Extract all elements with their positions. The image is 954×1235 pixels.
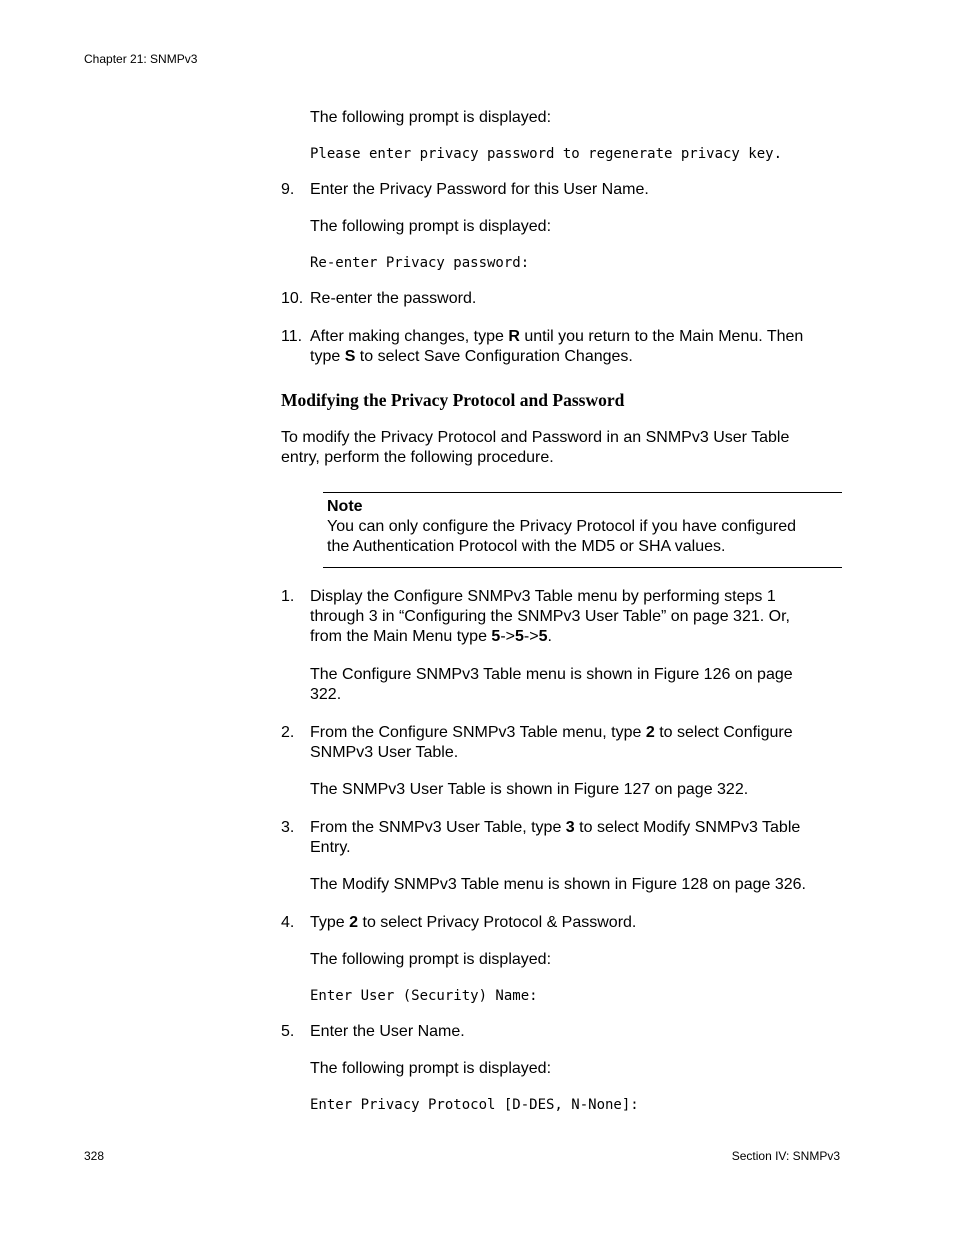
note-box bbox=[323, 492, 842, 568]
prompt-intro: The following prompt is displayed: bbox=[310, 951, 552, 968]
prompt-code: Re-enter Privacy password: bbox=[310, 255, 530, 271]
note-text: You can only configure the Privacy Protocol if you have configured the Authentication Protocol with the MD5 or SHA values. bbox=[327, 518, 797, 555]
step-text: Re-enter the password. bbox=[310, 290, 477, 307]
step-number: 10. bbox=[281, 290, 304, 307]
page-number: 328 bbox=[84, 1149, 105, 1163]
step-text: From the SNMPv3 User Table, type 3 to select Modify SNMPv3 Table bbox=[310, 819, 801, 836]
step-text: through 3 in “Configuring the SNMPv3 User Table” on page 321. Or, bbox=[310, 608, 790, 625]
step-text: from the Main Menu type 5->5->5. bbox=[310, 628, 552, 645]
key-s: S bbox=[344, 348, 356, 365]
running-footer: Section IV: SNMPv3 bbox=[731, 1149, 840, 1163]
running-header: Chapter 21: SNMPv3 bbox=[84, 52, 198, 66]
step-text: SNMPv3 User Table. bbox=[310, 744, 459, 761]
step-number: 11. bbox=[281, 328, 303, 345]
step-text: Entry. bbox=[310, 839, 351, 856]
step-text: Enter the User Name. bbox=[310, 1023, 465, 1040]
step-text: Enter the Privacy Password for this User Name. bbox=[310, 181, 649, 198]
intro-paragraph: To modify the Privacy Protocol and Password in an SNMPv3 User Table bbox=[281, 429, 790, 446]
step-result: The SNMPv3 User Table is shown in Figure 127 on page 322. bbox=[310, 781, 749, 798]
step-text: Display the Configure SNMPv3 Table menu by performing steps 1 bbox=[310, 588, 776, 605]
key-r: R bbox=[508, 328, 520, 345]
step-number: 3. bbox=[281, 819, 295, 836]
prompt-intro: The following prompt is displayed: bbox=[310, 1060, 552, 1077]
step-result: 322. bbox=[310, 686, 342, 703]
step-text: After making changes, type R until you return to the Main Menu. Then bbox=[310, 328, 804, 345]
step-result: The Configure SNMPv3 Table menu is shown in Figure 126 on page bbox=[310, 666, 793, 683]
step-number: 1. bbox=[281, 588, 295, 605]
prompt-code: Enter Privacy Protocol [D-DES, N-None]: bbox=[310, 1097, 639, 1113]
step-text: From the Configure SNMPv3 Table menu, type 2 to select Configure bbox=[310, 724, 793, 741]
prompt-intro: The following prompt is displayed: bbox=[310, 109, 552, 126]
intro-paragraph: entry, perform the following procedure. bbox=[281, 449, 554, 466]
step-text: type S to select Save Configuration Changes. bbox=[310, 348, 633, 365]
prompt-code: Please enter privacy password to regenerate privacy key. bbox=[310, 146, 783, 162]
step-number: 2. bbox=[281, 724, 295, 741]
step-number: 9. bbox=[281, 181, 295, 198]
step-number: 5. bbox=[281, 1023, 295, 1040]
step-text: Type 2 to select Privacy Protocol & Password. bbox=[310, 914, 637, 931]
step-number: 4. bbox=[281, 914, 295, 931]
step-result: The Modify SNMPv3 Table menu is shown in Figure 128 on page 326. bbox=[310, 876, 806, 893]
section-heading: Modifying the Privacy Protocol and Password bbox=[281, 390, 625, 410]
note-title: Note bbox=[327, 498, 363, 515]
prompt-intro: The following prompt is displayed: bbox=[310, 218, 552, 235]
prompt-code: Enter User (Security) Name: bbox=[310, 988, 538, 1004]
